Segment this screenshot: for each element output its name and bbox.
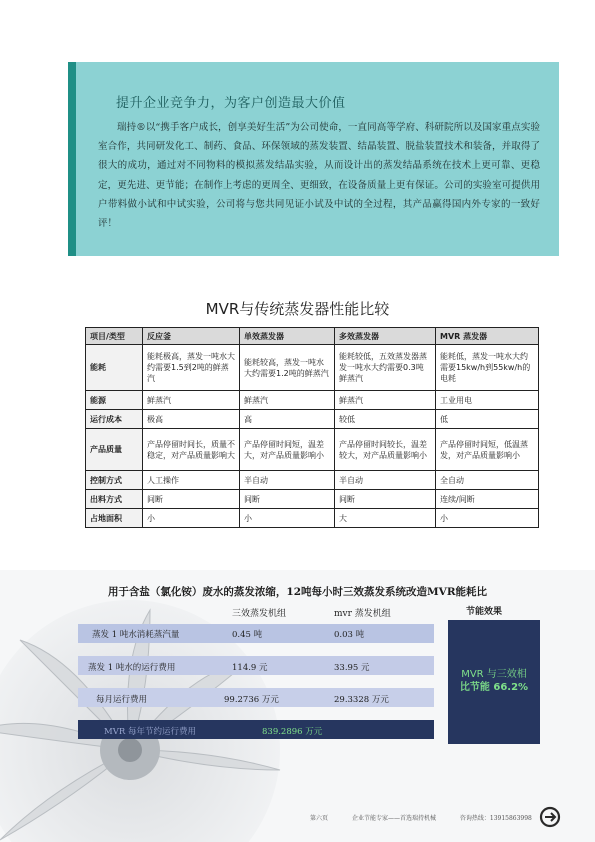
- table-cell: 鲜蒸汽: [335, 391, 436, 410]
- row-label: 运行成本: [86, 410, 143, 429]
- table-row: [86, 345, 539, 391]
- table-cell: 鲜蒸汽: [143, 391, 240, 410]
- table-header-cell: MVR 蒸发器: [436, 328, 539, 345]
- bar-value-triple: 0.45 吨: [232, 630, 263, 640]
- row-label: 出料方式: [86, 490, 143, 509]
- footer: [310, 813, 532, 822]
- column-header-triple: 三效蒸发机组: [232, 609, 287, 619]
- column-header-mvr: mvr 蒸发机组: [334, 609, 391, 619]
- row-label: 能耗: [86, 345, 143, 391]
- bar-label: MVR 每年节约运行费用: [104, 727, 196, 737]
- bar-label: 蒸发 1 吨水消耗蒸汽量: [92, 630, 180, 640]
- table-cell: 小: [240, 509, 335, 528]
- table-row: [86, 509, 539, 528]
- table-row: [86, 429, 539, 471]
- column-header-effect: 节能效果: [466, 607, 503, 617]
- footer-page: 第六页: [310, 815, 329, 822]
- company-logo-icon: [539, 806, 561, 828]
- table-cell: 半自动: [240, 471, 335, 490]
- table-row: [86, 490, 539, 509]
- bar-value-savings: 839.2896 万元: [262, 727, 323, 737]
- bar-value-mvr: 0.03 吨: [334, 630, 365, 640]
- table-cell: 能耗较高，蒸发一吨水大约需要1.2吨的鲜蒸汽: [240, 345, 335, 391]
- table-cell: 较低: [335, 410, 436, 429]
- effect-line-2: 比节能 66.2%: [459, 682, 529, 693]
- bar-value-triple: 114.9 元: [232, 663, 268, 673]
- table-cell: 全自动: [436, 471, 539, 490]
- bar-value-mvr: 33.95 元: [334, 663, 370, 673]
- table-cell: 小: [143, 509, 240, 528]
- table-cell: 小: [436, 509, 539, 528]
- bar-value-mvr: 29.3328 万元: [334, 695, 389, 705]
- row-label: 产品质量: [86, 429, 143, 471]
- table-cell: 产品停留时间短，低温蒸发，对产品质量影响小: [436, 429, 539, 471]
- footer-hotline: 咨询热线：13915863998: [459, 815, 532, 822]
- table-header-cell: 项目/类型: [86, 328, 143, 345]
- table-cell: 工业用电: [436, 391, 539, 410]
- table-row: [86, 471, 539, 490]
- effect-text: [448, 668, 540, 694]
- table-cell: 能耗较低，五效蒸发器蒸发一吨水大约需要0.3吨鲜蒸汽: [335, 345, 436, 391]
- table-cell: 能耗极高，蒸发一吨水大约需要1.5到2吨的鲜蒸汽: [143, 345, 240, 391]
- table-cell: 高: [240, 410, 335, 429]
- bar-value-triple: 99.2736 万元: [224, 695, 279, 705]
- table-header-cell: 反应釜: [143, 328, 240, 345]
- table-cell: 大: [335, 509, 436, 528]
- intro-body: 瑞持®以“携手客户成长，创享美好生活”为公司使命，一直同高等学府、科研院所以及国家重点实验室合作，共同研发化工、制药、食品、环保领域的蒸发装置、结晶装置、脱盐装置技术和装备，并取得了很大的成功，通过对不同物料的模拟蒸发结晶实验，从而设计出的蒸发结晶系统在技术上更可靠、更稳定，更先进、更节能；在制作上考虑的更周全、更细致，在设备质量上更有保证。公司的实验室可提供用户带料做小试和中试实验，公司将与您共同见证小试及中试的全过程，其产品赢得国内外专家的一致好评！: [98, 122, 540, 230]
- bar-label: 蒸发 1 吨水的运行费用: [88, 663, 176, 673]
- table-cell: 低: [436, 410, 539, 429]
- table-cell: 能耗低，蒸发一吨水大约需要15kw/h到55kw/h的电耗: [436, 345, 539, 391]
- table-cell: 间断: [240, 490, 335, 509]
- table-header-cell: 单效蒸发器: [240, 328, 335, 345]
- footer-slogan: 企业节能专家——首选瑞持机械: [351, 815, 436, 822]
- intro-accent-bar: [68, 62, 76, 256]
- comparison-table: [85, 327, 539, 528]
- intro-title: 提升企业竞争力，为客户创造最大价值: [116, 96, 346, 111]
- bar-label: 每月运行费用: [96, 695, 148, 705]
- table-cell: 连续/间断: [436, 490, 539, 509]
- table-cell: 间断: [143, 490, 240, 509]
- table-header-cell: 多效蒸发器: [335, 328, 436, 345]
- table-cell: 鲜蒸汽: [240, 391, 335, 410]
- table-row: [86, 391, 539, 410]
- comparison-title: 用于含盐（氯化铵）废水的蒸发浓缩，12吨每小时三效蒸发系统改造MVR能耗比: [107, 586, 488, 598]
- table-title: MVR与传统蒸发器性能比较: [205, 300, 390, 318]
- table-cell: 极高: [143, 410, 240, 429]
- row-label: 能源: [86, 391, 143, 410]
- effect-line-1: MVR 与三效相: [461, 669, 527, 680]
- table-header-row: [86, 328, 539, 345]
- table-row: [86, 410, 539, 429]
- table-cell: 半自动: [335, 471, 436, 490]
- row-label: 控制方式: [86, 471, 143, 490]
- table-cell: 产品停留时间长，质量不稳定，对产品质量影响大: [143, 429, 240, 471]
- table-cell: 人工操作: [143, 471, 240, 490]
- table-cell: 产品停留时间较长，温差较大，对产品质量影响小: [335, 429, 436, 471]
- table-cell: 间断: [335, 490, 436, 509]
- table-cell: 产品停留时间短，温差大，对产品质量影响小: [240, 429, 335, 471]
- row-label: 占地面积: [86, 509, 143, 528]
